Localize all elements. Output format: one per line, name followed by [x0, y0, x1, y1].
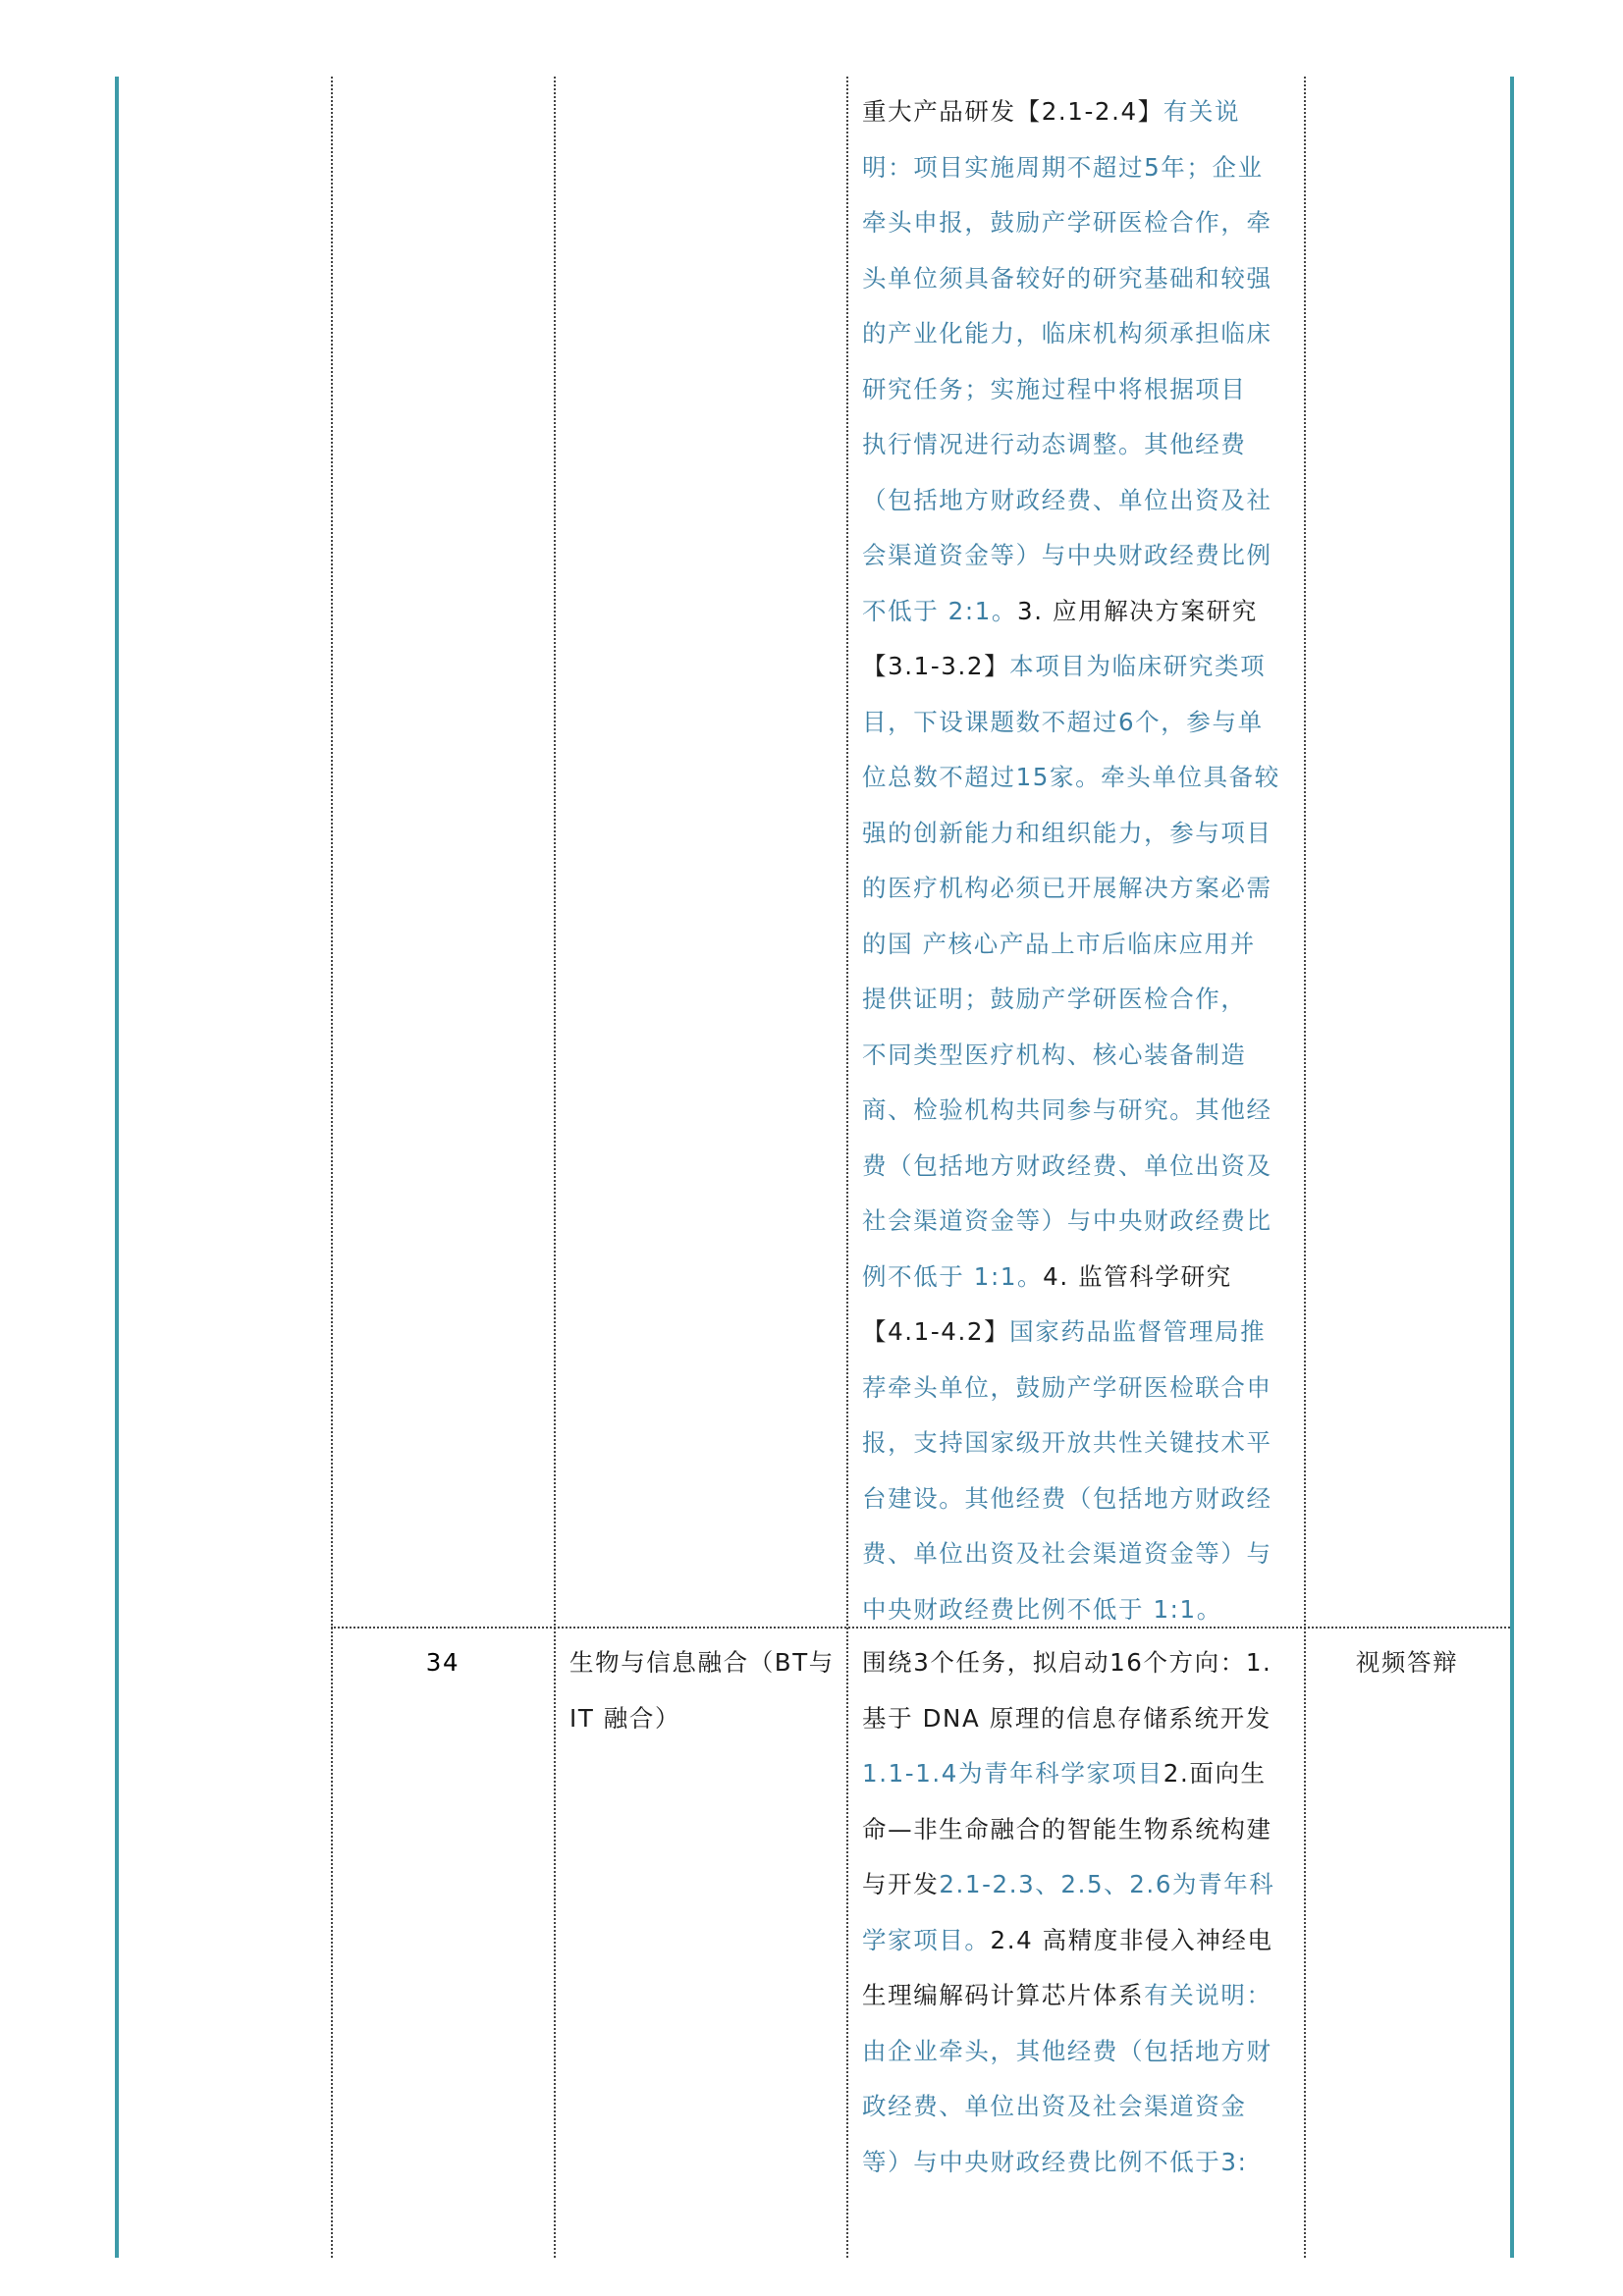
description-line — [862, 362, 1280, 418]
description-line — [862, 2079, 1274, 2135]
description-segment: 商、检验机构共同参与研究。其他经 — [862, 1095, 1272, 1124]
description-segment: 基于 DNA 原理的信息存储系统开发 — [862, 1703, 1271, 1733]
description-line — [862, 251, 1280, 307]
description-segment: 【3.1-3.2】 — [862, 652, 1010, 680]
project-name-line: IT 融合） — [569, 1703, 681, 1733]
description-segment: 围绕3个任务，拟启动16个方向：1. — [862, 1648, 1272, 1677]
description-segment: 提供证明；鼓励产学研医检合作， — [862, 985, 1247, 1013]
row-number: 34 — [425, 1648, 460, 1677]
description-segment: 等）与中央财政经费比例不低于3: — [862, 2147, 1248, 2176]
description-segment: 例不低于 1:1。 — [862, 1261, 1044, 1291]
description-segment: 的国 产核心产品上市后临床应用并 — [862, 929, 1256, 958]
description-line — [862, 917, 1280, 973]
description-segment: 中央财政经费比例不低于 1:1。 — [862, 1594, 1222, 1624]
description-line — [862, 1913, 1274, 1969]
description-segment: 2.4 高精度非侵入神经电 — [990, 1925, 1273, 1954]
description-line — [862, 2024, 1274, 2080]
description-line — [862, 1635, 1274, 1691]
description-line — [862, 1582, 1280, 1638]
description-line — [862, 1746, 1274, 1802]
description-segment: 重大产品研发【2.1-2.4】 — [862, 97, 1163, 126]
description-line — [862, 1250, 1280, 1306]
description-line — [862, 695, 1280, 751]
description-segment: 执行情况进行动态调整。其他经费 — [862, 430, 1247, 458]
description-line — [862, 1083, 1280, 1139]
description-cell — [862, 1635, 1274, 2190]
description-line — [862, 1028, 1280, 1084]
review-method-cell — [1306, 1635, 1508, 1691]
description-segment: 不同类型医疗机构、核心装备制造 — [862, 1040, 1247, 1069]
description-segment: 由企业牵头，其他经费（包括地方财 — [862, 2036, 1272, 2065]
description-line — [862, 1415, 1280, 1471]
description-segment: 3. 应用解决方案研究 — [1017, 596, 1258, 625]
description-cell-continued — [862, 84, 1280, 1637]
review-method: 视频答辩 — [1355, 1648, 1459, 1677]
description-segment: 强的创新能力和组织能力，参与项目 — [862, 818, 1272, 847]
description-segment: 报，支持国家级开放共性关键技术平 — [862, 1428, 1272, 1457]
description-segment: 【4.1-4.2】 — [862, 1317, 1010, 1346]
description-line — [862, 84, 1280, 140]
description-segment: 会渠道资金等）与中央财政经费比例 — [862, 541, 1272, 569]
description-segment: 本项目为临床研究类项 — [1009, 652, 1267, 680]
description-segment: 生理编解码计算芯片体系 — [862, 1981, 1145, 2009]
description-line — [862, 639, 1280, 695]
description-segment: 位总数不超过15家。牵头单位具备较 — [862, 763, 1280, 791]
description-line — [862, 140, 1280, 196]
description-segment: 研究任务；实施过程中将根据项目 — [862, 374, 1247, 403]
description-segment: 费、单位出资及社会渠道资金等）与 — [862, 1539, 1272, 1568]
description-segment: 牵头申报，鼓励产学研医检合作，牵 — [862, 208, 1272, 237]
description-segment: 有关说 — [1163, 97, 1241, 126]
description-line — [862, 417, 1280, 473]
description-segment: 2.面向生 — [1163, 1759, 1267, 1788]
description-segment: 的医疗机构必须已开展解决方案必需 — [862, 874, 1272, 902]
description-line — [862, 473, 1280, 529]
description-segment: 国家药品监督管理局推 — [1009, 1317, 1267, 1346]
description-line — [862, 861, 1280, 917]
left-margin-bar — [115, 77, 119, 2258]
description-line — [862, 1691, 1274, 1747]
table-column-divider — [846, 77, 848, 2258]
description-line — [862, 1857, 1274, 1913]
description-segment: 学家项目。 — [862, 1925, 991, 1954]
description-line — [862, 1139, 1280, 1195]
description-segment: 头单位须具备较好的研究基础和较强 — [862, 263, 1272, 293]
description-line — [862, 1968, 1274, 2024]
description-segment: 有关说明： — [1144, 1981, 1272, 2009]
description-line — [862, 528, 1280, 584]
table-column-divider — [331, 77, 333, 2258]
table-column-divider — [1304, 77, 1306, 2258]
description-line — [862, 1526, 1280, 1582]
description-segment: 不低于 2:1。 — [862, 596, 1018, 625]
description-line — [862, 2135, 1274, 2191]
description-line — [862, 806, 1280, 862]
description-line — [862, 1194, 1280, 1250]
description-line — [862, 1305, 1280, 1361]
right-margin-bar — [1510, 77, 1514, 2258]
description-segment: 的产业化能力，临床机构须承担临床 — [862, 319, 1272, 347]
description-segment: 目，下设课题数不超过6个，参与单 — [862, 707, 1264, 736]
description-line — [862, 195, 1280, 251]
description-line — [862, 306, 1280, 362]
description-line — [862, 972, 1280, 1028]
description-segment: 2.1-2.3、2.5、2.6为青年科 — [939, 1870, 1275, 1898]
description-segment: 命—非生命融合的智能生物系统构建 — [862, 1814, 1272, 1843]
description-line — [862, 1361, 1280, 1416]
table-column-divider — [554, 77, 556, 2258]
project-name-line: 生物与信息融合（BT与 — [569, 1648, 835, 1677]
description-line — [862, 584, 1280, 640]
description-segment: （包括地方财政经费、单位出资及社 — [862, 485, 1272, 514]
description-segment: 与开发 — [862, 1870, 940, 1898]
description-line — [862, 1802, 1274, 1858]
description-line — [862, 750, 1280, 806]
description-segment: 明：项目实施周期不超过5年；企业 — [862, 152, 1264, 182]
description-segment: 4. 监管科学研究 — [1043, 1261, 1232, 1291]
description-segment: 1.1-1.4为青年科学家项目 — [862, 1759, 1163, 1788]
description-segment: 政经费、单位出资及社会渠道资金 — [862, 2092, 1247, 2120]
description-segment: 费（包括地方财政经费、单位出资及 — [862, 1150, 1272, 1180]
description-segment: 台建设。其他经费（包括地方财政经 — [862, 1483, 1272, 1513]
description-segment: 社会渠道资金等）与中央财政经费比 — [862, 1206, 1272, 1235]
project-name-cell — [569, 1635, 835, 1746]
row-number-cell — [334, 1635, 552, 1691]
description-line — [862, 1471, 1280, 1527]
description-segment: 荐牵头单位，鼓励产学研医检联合申 — [862, 1372, 1272, 1402]
